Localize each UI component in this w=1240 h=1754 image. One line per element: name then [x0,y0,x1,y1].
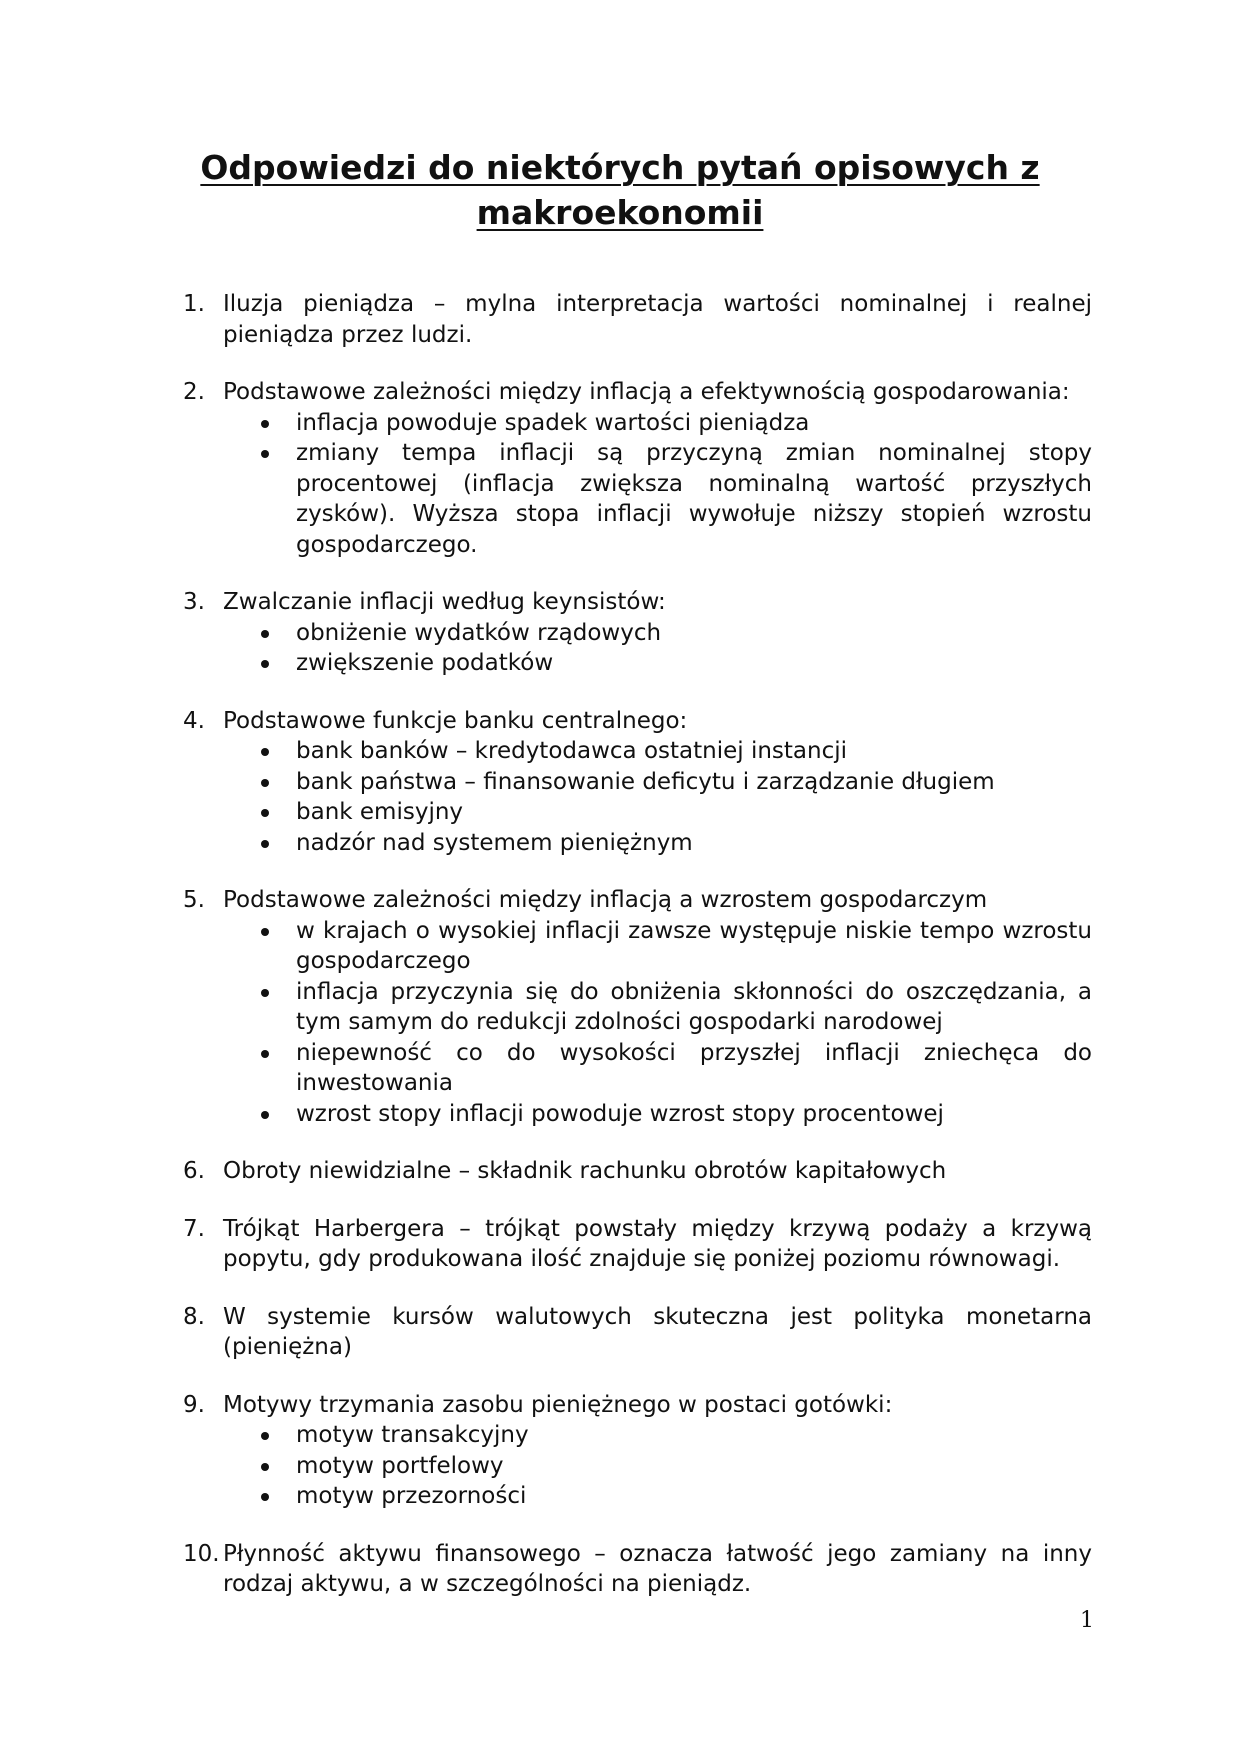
bullet-list [223,618,1092,679]
bullet-list [223,916,1092,1130]
question-item [0,377,1240,560]
question-number: 2. [183,379,205,405]
question-text: Iluzja pieniądza – mylna interpretacja wartości nominalnej i realnej pieniądza przez ludzi. [223,291,1092,348]
question-number: 8. [183,1303,205,1330]
bullet-list [223,736,1092,858]
bullet-item: zwiększenie podatków [223,648,1092,679]
question-number: 3. [183,589,205,615]
question-text: Podstawowe funkcje banku centralnego: [223,707,688,734]
question-item [0,706,1240,859]
bullet-item: bank państwa – finansowanie deficytu i zarządzanie długiem [223,767,1092,798]
bullet-list [223,408,1092,561]
question-number: 10. [183,1540,220,1567]
title-line-2: makroekonomii [476,193,764,232]
question-item [0,289,1240,350]
bullet-item: motyw portfelowy [223,1451,1092,1482]
bullet-item: motyw przezorności [223,1481,1092,1512]
question-text: Podstawowe zależności między inflacją a wzrostem gospodarczym [223,887,988,913]
question-text: Płynność aktywu finansowego – oznacza łatwość jego zamiany na inny rodzaj aktywu, a w szczególności na pieniądz. [223,1540,1092,1597]
bullet-item: bank emisyjny [223,797,1092,828]
page-number: 1 [1080,1608,1094,1633]
bullet-item: wzrost stopy inflacji powoduje wzrost stopy procentowej [223,1099,1092,1130]
question-text: Obroty niewidzialne – składnik rachunku obrotów kapitałowych [223,1158,947,1184]
question-text: Motywy trzymania zasobu pieniężnego w postaci gotówki: [223,1391,893,1418]
question-text: Zwalczanie inflacji według keynsistów: [223,589,666,615]
question-item [0,1302,1240,1363]
bullet-item: obniżenie wydatków rządowych [223,618,1092,649]
bullet-list [223,1420,1092,1512]
question-item [0,587,1240,679]
bullet-item: niepewność co do wysokości przyszłej inflacji zniechęca do inwestowania [223,1038,1092,1099]
question-number: 4. [183,707,205,734]
bullet-item: bank banków – kredytodawca ostatniej instancji [223,736,1092,767]
bullet-item: w krajach o wysokiej inflacji zawsze występuje niskie tempo wzrostu gospodarczego [223,916,1092,977]
bullet-item: inflacja przyczynia się do obniżenia skłonności do oszczędzania, a tym samym do redukcji zdolności gospodarki narodowej [223,977,1092,1038]
question-number: 5. [183,887,205,913]
questions-list [0,289,1240,1627]
question-text: Trójkąt Harbergera – trójkąt powstały między krzywą podaży a krzywą popytu, gdy produkowana ilość znajduje się poniżej poziomu równowagi. [223,1215,1092,1272]
title-line-1: Odpowiedzi do niektórych pytań opisowych z [200,148,1040,187]
page-title [200,145,1040,235]
question-text: Podstawowe zależności między inflacją a efektywnością gospodarowania: [223,379,1070,405]
question-number: 1. [183,291,205,317]
question-text: W systemie kursów walutowych skuteczna jest polityka monetarna (pieniężna) [223,1303,1092,1360]
bullet-item: zmiany tempa inflacji są przyczyną zmian nominalnej stopy procentowej (inflacja zwiększa nominalną wartość przyszłych zysków). Wyższa stopa inflacji wywołuje niższy stopień wzrostu gospodarczego. [223,438,1092,560]
question-number: 7. [183,1215,205,1242]
question-item [0,1214,1240,1275]
question-item [0,1390,1240,1512]
question-number: 9. [183,1391,205,1418]
bullet-item: nadzór nad systemem pieniężnym [223,828,1092,859]
question-item [0,885,1240,1129]
question-number: 6. [183,1158,205,1184]
question-item [0,1156,1240,1187]
bullet-item: motyw transakcyjny [223,1420,1092,1451]
question-item [0,1539,1240,1600]
bullet-item: inflacja powoduje spadek wartości pieniądza [223,408,1092,439]
